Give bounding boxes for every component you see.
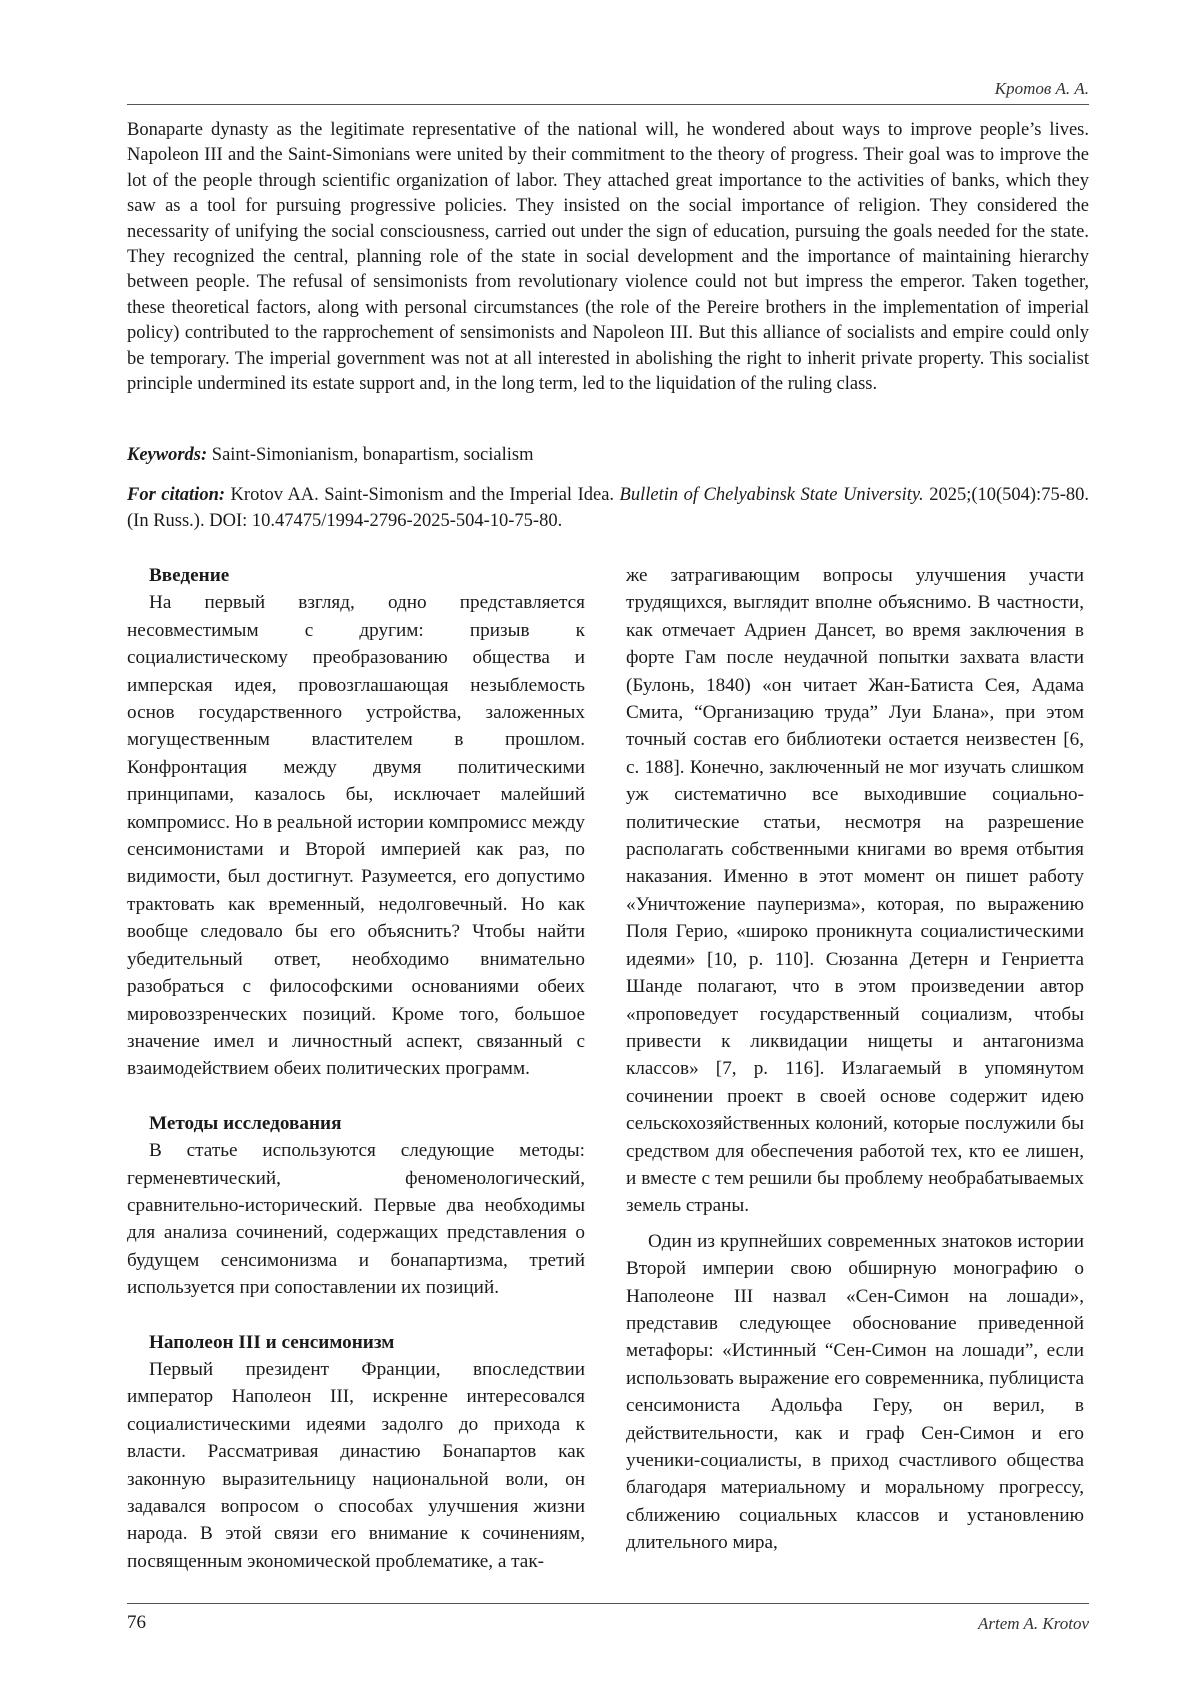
citation-doi: 2025;(10(504):75-80. (In Russ.). DOI: 10.47475/1994-2796-2025-504-10-75-80. bbox=[127, 485, 1089, 531]
keywords bbox=[127, 443, 1089, 468]
intro-paragraph: На первый взгляд, одно представляется несовместимым с другим: призыв к социалистическому преобразованию общества и имперская идея, провозглашающая незыблемость основ государственного устройства, заложенных могущественным властителем в прошлом. Конфронтация между двумя политическими принципами, казалось бы, исключает малейший компромисс. Но в реальной истории компромисс между сенсимонистами и Второй империей как раз, по видимости, был достигнут. Разумеется, его допустимо трактовать как временный, недолговечный. Но как вообще следовало бы его объяснить? Чтобы найти убедительный ответ, необходимо внимательно разобраться с философскими основаниями обеих мировоззренческих позиций. Кроме того, большое значение имел и личностный аспект, связанный с взаимодействием обеих политических программ. bbox=[127, 592, 585, 1080]
abstract-text: Bonaparte dynasty as the legitimate representative of the national will, he wondered about ways to improve people’s lives. Napoleon III and the Saint-Simonians were united by their commitment to the theory of progress. Their goal was to improve the lot of the people through scientific organization of labor. They attached great importance to the activities of banks, which they saw as a tool for pursuing progressive policies. They insisted on the social importance of religion. They considered the necessarity of unifying the social consciousness, carried out under the sign of education, pursuing the goals needed for the state. They recognized the central, planning role of the state in social development and the importance of maintaining hierarchy between people. The refusal of sensimonists from revolutionary violence could not but impress the emperor. Taken together, these theoretical factors, along with personal circumstances (the role of the Pereire brothers in the implementation of imperial policy) contributed to the rapprochement of sensimonists and Napoleon III. But this alliance of socialists and empire could only be temporary. The imperial government was not at all interested in abolishing the right to inherit private property. This socialist principle undermined its estate support and, in the long term, led to the liquidation of the ruling class. bbox=[127, 120, 1089, 395]
right-paragraph-1: же затрагивающим вопросы улучшения участи трудящихся, выглядит вполне объяснимо. В частности, как отмечает Адриен Дансет, во время заключения в форте Гам после неудачной попытки захвата власти (Булонь, 1840) «он читает Жан-Батиста Сея, Адама Смита, “Организацию труда” Луи Блана», при этом точный состав его библиотеки остается неизвестен [6, с. 188]. Конечно, заключенный не мог изучать слишком уж систематично все выходившие социально-политические статьи, несмотря на разрешение располагать собственными книгами во время отбытия наказания. Именно в этот момент он пишет работу «Уничтожение пауперизма», которая, по выражению Поля Герио, «широко проникнута социалистическими идеями» [10, p. 110]. Сюзанна Детерн и Генриетта Шанде полагают, что в этом произведении автор «проповедует государственный социализм, чтобы привести к ликвидации нищеты и антагонизма классов» [7, p. 116]. Излагаемый в упомянутом сочинении проект в своей основе содержит идею сельскохозяйственных колоний, которые послужили бы средством для обеспечения работой тех, кто ее лишен, и вместе с тем решили бы проблему необрабатываемых земель страны. bbox=[626, 565, 1084, 1217]
abstract bbox=[127, 118, 1089, 397]
section-heading-napoleon: Наполеон III и сенсимонизм bbox=[149, 1331, 395, 1353]
citation-journal: Bulletin of Chelyabinsk State University. bbox=[619, 485, 924, 505]
keywords-text: Saint-Simonianism, bonapartism, socialism bbox=[211, 445, 534, 465]
section-heading-intro: Введение bbox=[149, 565, 230, 586]
right-column bbox=[626, 562, 1084, 1557]
citation-label: For citation: bbox=[127, 485, 226, 505]
citation-text: Krotov AA. Saint-Simonism and the Imperial Idea. bbox=[230, 485, 615, 505]
footer-rule bbox=[127, 1603, 1089, 1604]
running-head: Кротов А. А. bbox=[127, 78, 1089, 105]
keywords-label: Keywords: bbox=[127, 445, 208, 465]
methods-paragraph: В статье используются следующие методы: герменевтический, феноменологический, сравнительно-исторический. Первые два необходимы для анализа сочинений, содержащих представления о будущем сенсимонизма и бонапартизма, третий используется при сопоставлении их позиций. bbox=[127, 1140, 585, 1299]
citation bbox=[127, 483, 1089, 534]
napoleon-paragraph: Первый президент Франции, впоследствии император Наполеон III, искренне интересовался социалистическими идеями задолго до прихода к власти. Рассматривая династию Бонапартов как законную выразительницу национальной воли, он задавался вопросом о способах улучшения жизни народа. В этой связи его внимание к сочинениям, посвященным экономической проблематике, а так- bbox=[127, 1358, 585, 1572]
footer-author: Artem A. Krotov bbox=[978, 1614, 1089, 1633]
right-paragraph-2: Один из крупнейших современных знатоков истории Второй империи свою обширную монографию о Наполеоне III назвал «Сен-Симон на лошади», представив следующее обоснование приведенной метафоры: «Истинный “Сен-Симон на лошади”, если использовать выражение его современника, публициста сенсимониста Адольфа Геру, он верил, в действительности, как и граф Сен-Симон и его ученики-социалисты, в приход счастливого общества благодаря материальному и моральному прогрессу, сближению социальных классов и установлению длительного мира, bbox=[626, 1230, 1084, 1554]
section-heading-methods: Методы исследования bbox=[149, 1112, 342, 1134]
left-column bbox=[127, 562, 585, 1575]
page-number: 76 bbox=[127, 1612, 146, 1633]
